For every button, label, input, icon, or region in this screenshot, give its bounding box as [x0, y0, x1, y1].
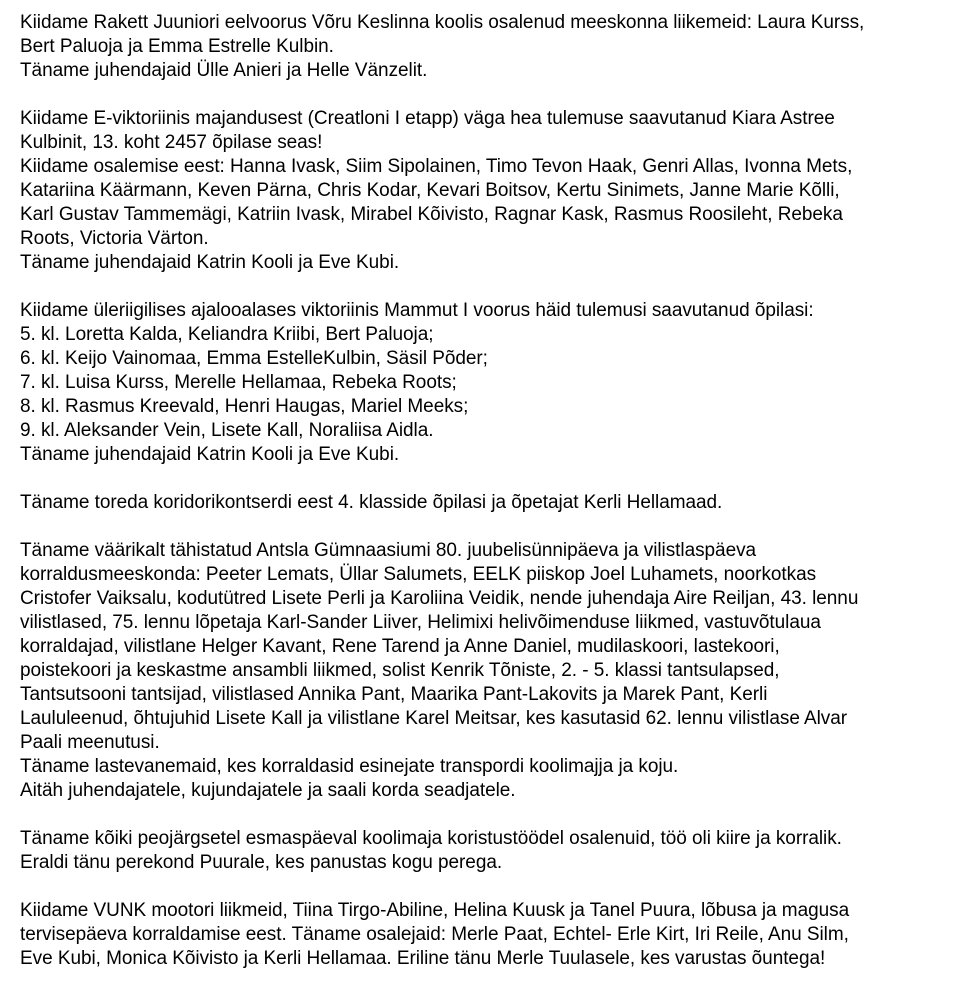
text-line: 8. kl. Rasmus Kreevald, Henri Haugas, Mariel Meeks; [20, 396, 469, 417]
text-line: korraldusmeeskonda: Peeter Lemats, Üllar Salumets, EELK piiskop Joel Luhamets, noorkotkas [20, 564, 817, 585]
text-line: Aitäh juhendajatele, kujundajatele ja saali korda seadjatele. [20, 780, 516, 801]
text-line: 6. kl. Keijo Vainomaa, Emma EstelleKulbin, Säsil Põder; [20, 348, 488, 369]
text-line: Eraldi tänu perekond Puurale, kes panustas kogu perega. [20, 852, 503, 873]
paragraph-mammut [20, 299, 970, 467]
paragraph-tervisepaev [20, 899, 970, 971]
text-line: Kiidame E-viktoriinis majandusest (Creatloni I etapp) väga hea tulemuse saavutanud Kiara Astree [20, 108, 835, 129]
text-line: korraldajad, vilistlane Helger Kavant, Rene Tarend ja Anne Daniel, mudilaskoori, lastekoori, [20, 636, 780, 657]
text-line: Täname kõiki peojärgsetel esmaspäeval koolimaja koristustöödel osalenuid, töö oli kiire ja korralik. [20, 828, 842, 849]
paragraph-juubel [20, 539, 970, 803]
document-body [20, 11, 970, 995]
text-line: vilistlased, 75. lennu lõpetaja Karl-Sander Liiver, Helimixi helivõimenduse liikmed, vastuvõtulaua [20, 612, 821, 633]
text-line: Täname toreda koridorikontserdi eest 4. klasside õpilasi ja õpetajat Kerli Hellamaad. [20, 492, 723, 513]
text-line: Tantsutsooni tantsijad, vilistlased Annika Pant, Maarika Pant-Lakovits ja Marek Pant, Kerli [20, 684, 768, 705]
text-line: Täname juhendajaid Katrin Kooli ja Eve Kubi. [20, 444, 400, 465]
text-line: Kiidame VUNK mootori liikmeid, Tiina Tirgo-Abiline, Helina Kuusk ja Tanel Puura, lõbusa ja magusa [20, 900, 850, 921]
text-line: Kulbinit, 13. koht 2457 õpilase seas! [20, 132, 323, 153]
text-line: Laululeenud, õhtujuhid Lisete Kall ja vilistlane Karel Meitsar, kes kasutasid 62. lennu vilistlase Alvar [20, 708, 848, 729]
paragraph-koristustood [20, 827, 970, 875]
text-line: Täname juhendajaid Ülle Anieri ja Helle Vänzelit. [20, 60, 428, 81]
paragraph-e-viktoriin [20, 107, 970, 275]
paragraph-koridorikontsert [20, 491, 970, 515]
text-line: Eve Kubi, Monica Kõivisto ja Kerli Hellamaa. Eriline tänu Merle Tuulasele, kes varustas õuntega! [20, 948, 826, 969]
text-line: Kiidame üleriigilises ajalooalases viktoriinis Mammut I voorus häid tulemusi saavutanud õpilasi: [20, 300, 814, 321]
text-line: Katariina Käärmann, Keven Pärna, Chris Kodar, Kevari Boitsov, Kertu Sinimets, Janne Marie Kõlli, [20, 180, 840, 201]
paragraph-rakett-juunior [20, 11, 970, 83]
text-line: Karl Gustav Tammemägi, Katriin Ivask, Mirabel Kõivisto, Ragnar Kask, Rasmus Roosileht, Rebeka [20, 204, 843, 225]
text-line: Cristofer Vaiksalu, kodutütred Lisete Perli ja Karoliina Veidik, nende juhendaja Aire Reiljan, 43. lennu [20, 588, 859, 609]
text-line: 9. kl. Aleksander Vein, Lisete Kall, Noraliisa Aidla. [20, 420, 434, 441]
text-line: Täname juhendajaid Katrin Kooli ja Eve Kubi. [20, 252, 400, 273]
text-line: Paali meenutusi. [20, 732, 160, 753]
text-line: Täname väärikalt tähistatud Antsla Gümnaasiumi 80. juubelisünnipäeva ja vilistlaspäeva [20, 540, 757, 561]
text-line: 5. kl. Loretta Kalda, Keliandra Kriibi, Bert Paluoja; [20, 324, 434, 345]
text-line: Kiidame Rakett Juuniori eelvoorus Võru Keslinna koolis osalenud meeskonna liikemeid: Laura Kurss, [20, 12, 865, 33]
text-line: Täname lastevanemaid, kes korraldasid esinejate transpordi koolimajja ja koju. [20, 756, 679, 777]
text-line: 7. kl. Luisa Kurss, Merelle Hellamaa, Rebeka Roots; [20, 372, 457, 393]
text-line: tervisepäeva korraldamise eest. Täname osalejaid: Merle Paat, Echtel- Erle Kirt, Iri Reile, Anu Silm, [20, 924, 849, 945]
text-line: Roots, Victoria Värton. [20, 228, 209, 249]
text-line: Kiidame osalemise eest: Hanna Ivask, Siim Sipolainen, Timo Tevon Haak, Genri Allas, Ivonna Mets, [20, 156, 853, 177]
text-line: Bert Paluoja ja Emma Estrelle Kulbin. [20, 36, 334, 57]
text-line: poistekoori ja keskastme ansambli liikmed, solist Kenrik Tõniste, 2. - 5. klassi tantsulapsed, [20, 660, 780, 681]
